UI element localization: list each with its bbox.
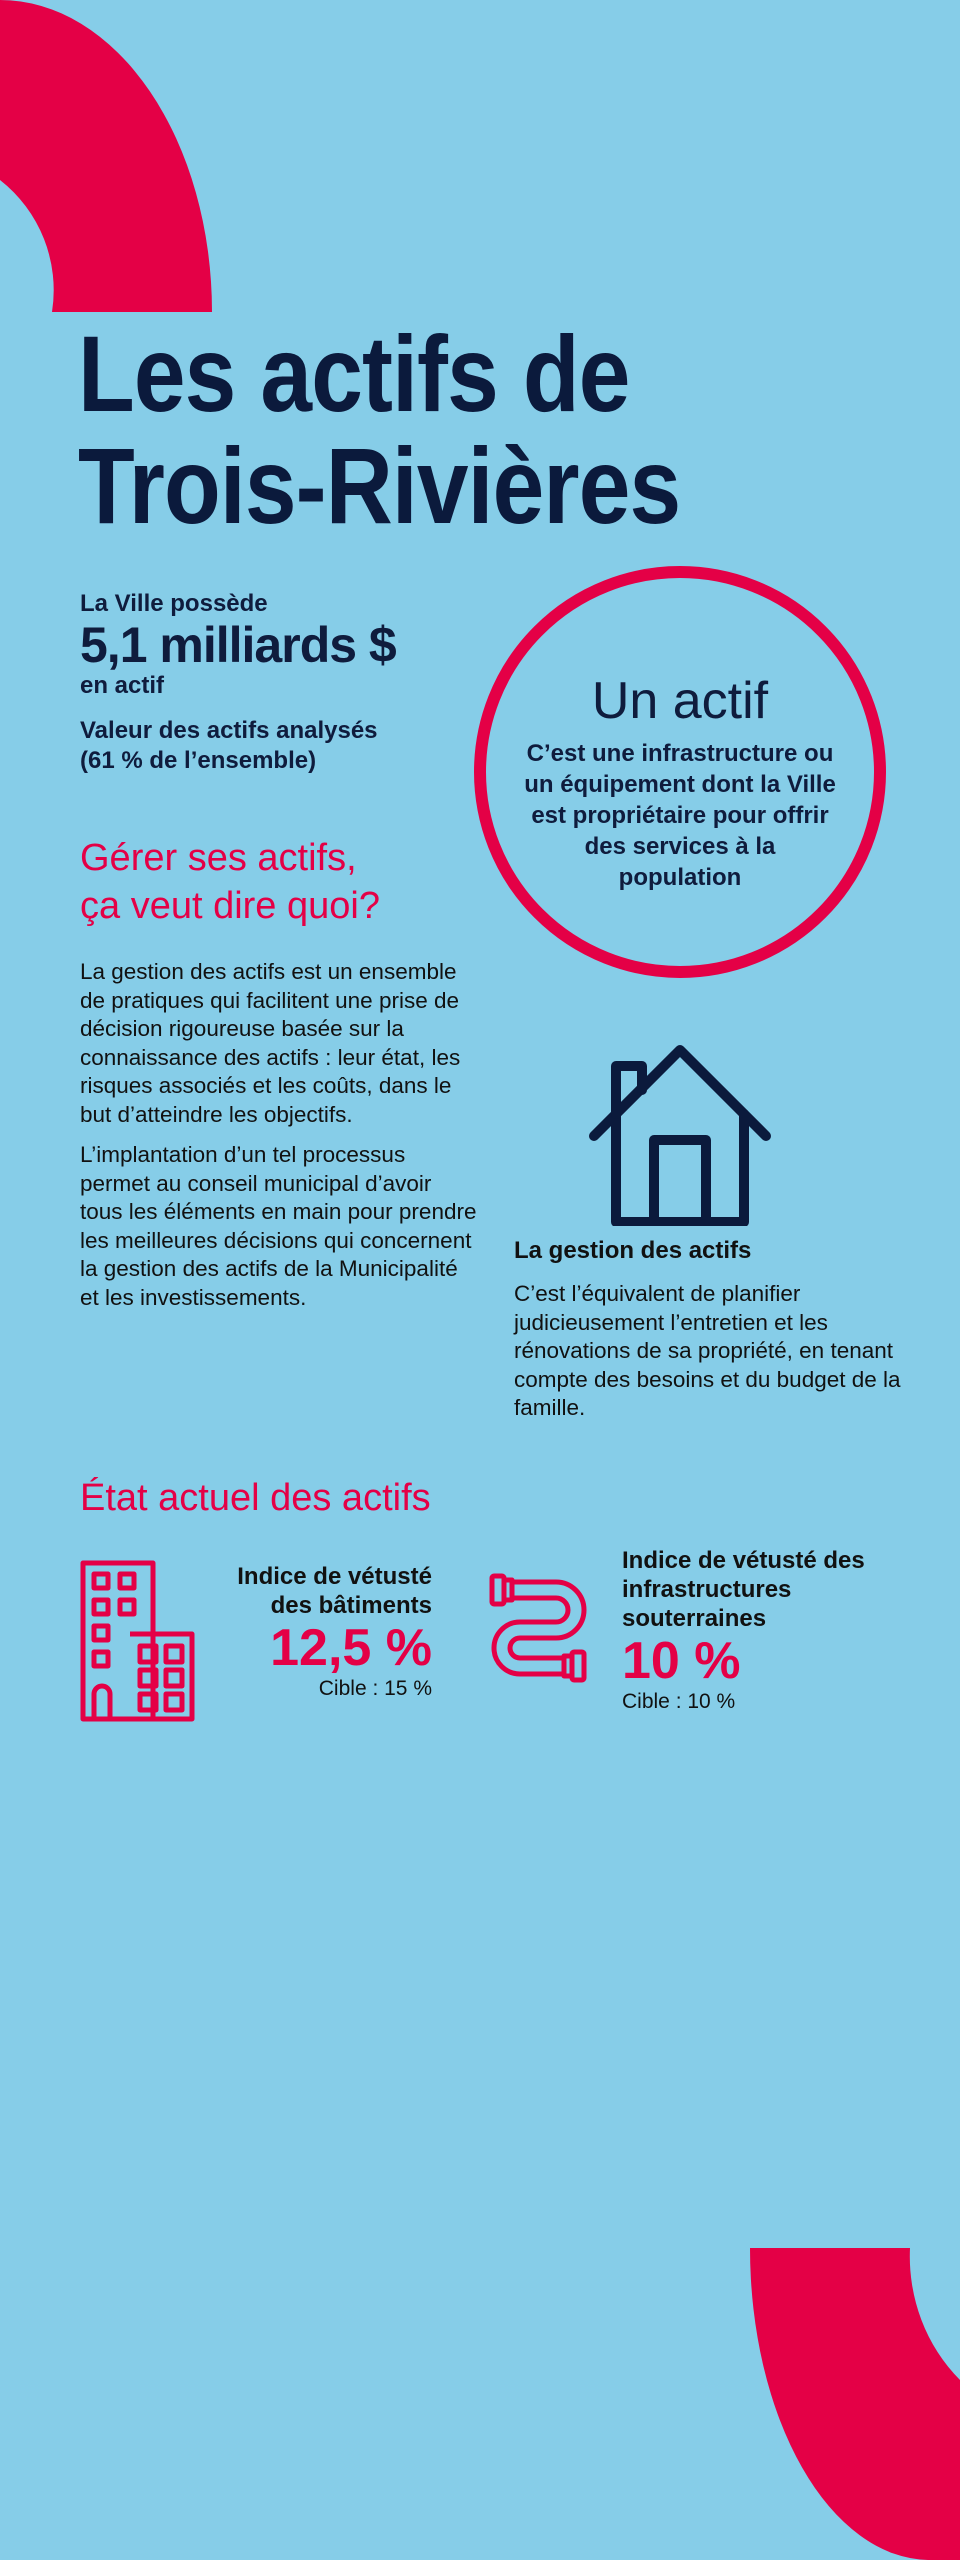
top-left-arc-decoration	[0, 0, 220, 320]
assets-intro: La Ville possède	[80, 590, 268, 617]
page-title	[78, 313, 681, 546]
bottom-right-arc-decoration	[740, 2240, 960, 2560]
asset-definition-circle	[474, 566, 886, 978]
current-state-heading: État actuel des actifs	[80, 1477, 431, 1519]
page-title-line1: Les actifs de	[78, 313, 630, 434]
management-heading-line1: Gérer ses actifs,	[80, 837, 357, 879]
assets-note	[80, 716, 480, 776]
page-title-line2: Trois-Rivières	[78, 425, 681, 546]
management-heading-line2: ça veut dire quoi?	[80, 885, 380, 927]
analogy-text: C’est l’équivalent de planifier judicieusement l’entretien et les rénovations de sa propriété, en tenant compte des besoins et du budget de la famille.	[514, 1281, 901, 1420]
house-icon	[586, 1040, 774, 1226]
buildings-indicator	[196, 1562, 432, 1702]
building-icon	[80, 1560, 196, 1722]
asset-definition-text: C’est une infrastructure ou un équipement dont la Ville est propriétaire pour offrir des services à la population	[524, 740, 836, 891]
underground-indicator-target: Cible : 10 %	[622, 1690, 736, 1713]
underground-indicator-label: Indice de vétusté des infrastructures souterraines	[622, 1547, 865, 1632]
management-heading	[80, 834, 380, 930]
buildings-indicator-target: Cible : 15 %	[318, 1677, 432, 1700]
management-text	[80, 958, 480, 1324]
pipe-icon	[478, 1570, 594, 1690]
assets-stat	[80, 590, 480, 776]
buildings-indicator-value: 12,5 %	[270, 1619, 432, 1677]
management-paragraph-1: La gestion des actifs est un ensemble de pratiques qui facilitent une prise de décision rigoureuse basée sur la connaissance des actifs : leur état, les risques associés et les coûts, dans le but d’atteindre les objectifs.	[80, 959, 461, 1127]
assets-note-line1: Valeur des actifs analysés	[80, 717, 378, 744]
underground-indicator	[622, 1546, 902, 1715]
underground-indicator-value: 10 %	[622, 1632, 741, 1690]
management-paragraph-2: L’implantation d’un tel processus permet au conseil municipal d’avoir tous les éléments en main pour prendre les meilleures décisions qui concernent la gestion des actifs de la Municipalité et les investissements.	[80, 1142, 477, 1310]
assets-note-line2: (61 % de l’ensemble)	[80, 747, 317, 774]
analogy-title: La gestion des actifs	[514, 1237, 752, 1264]
assets-suffix: en actif	[80, 672, 165, 699]
assets-value: 5,1 milliards $	[80, 617, 396, 673]
buildings-indicator-label: Indice de vétusté des bâtiments	[237, 1563, 432, 1619]
asset-definition-title: Un actif	[591, 672, 769, 730]
